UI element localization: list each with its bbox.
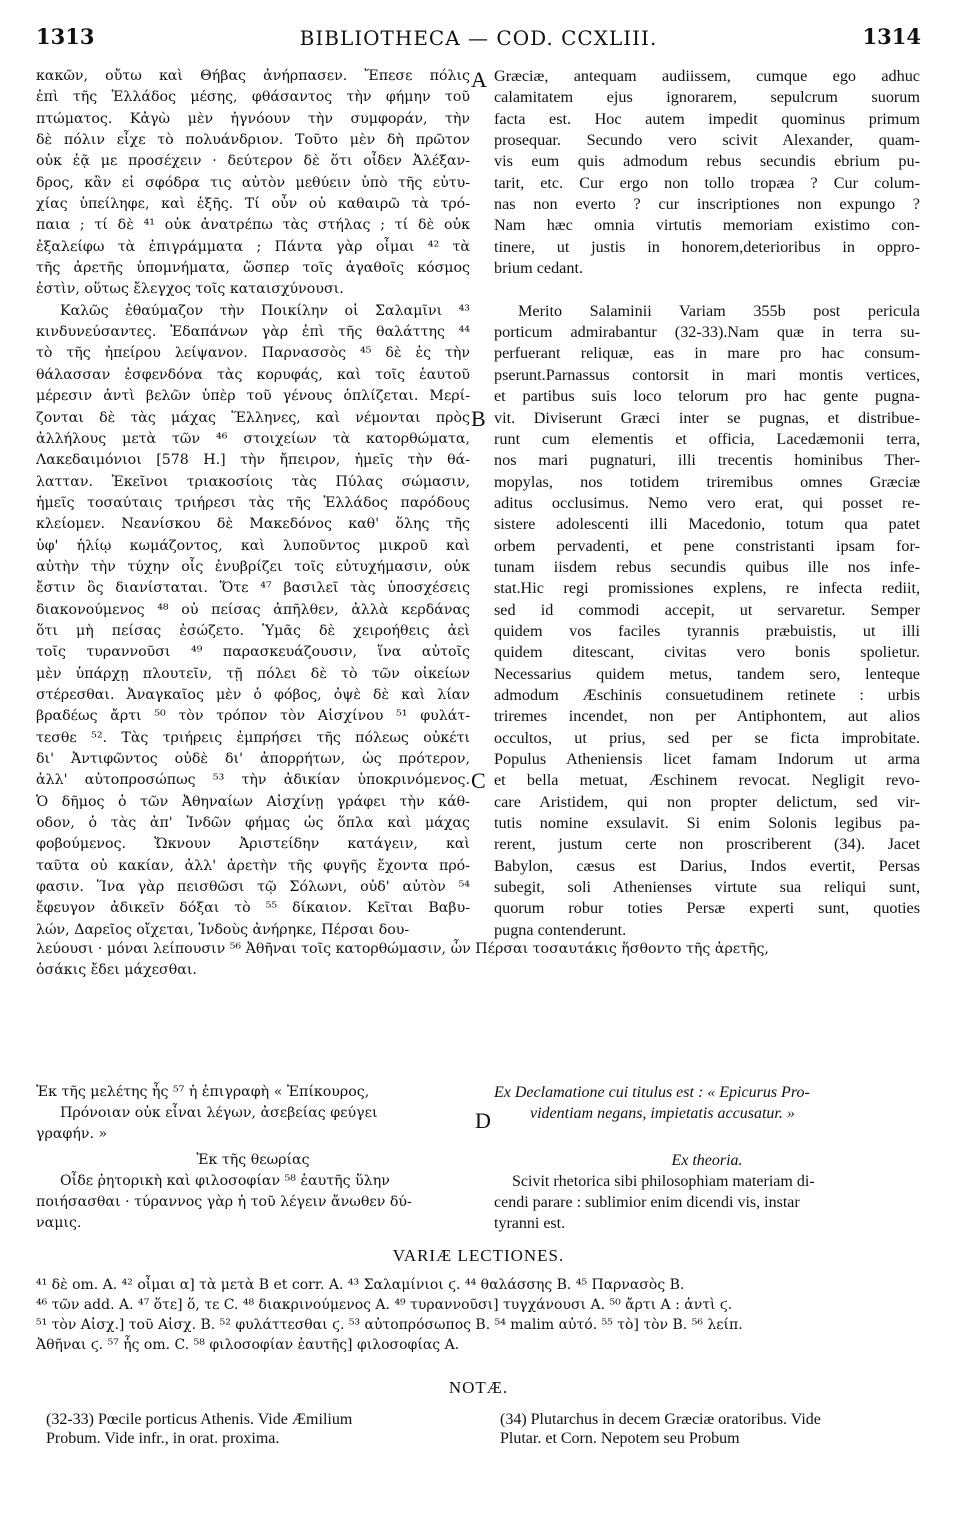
text-line: θάλασσαν ἐσφενδόνα τὰς κορυφάς, καὶ τοῖς ἑαυτοῦ xyxy=(36,366,470,383)
text-line: quorum robur toties Persæ experti sunt, quoties xyxy=(494,899,920,918)
text-line: ὑφ' ἡλίῳ κωμάζοντος, καὶ λυποῦντος μικροῦ καὶ xyxy=(36,537,470,554)
text-line: οὐκ ἐᾷ με προσέχειν · δεύτερον δὲ ὅτι οἶδεν Ἀλέξαν- xyxy=(36,153,470,170)
extract-line: Πρόνοιαν οὐκ εἶναι λέγων, ἀσεβείας φεύγει xyxy=(60,1105,378,1121)
margin-marker-b: B xyxy=(471,406,486,431)
text-line: tinere, ut justis in honorem,deterioribus in oppro- xyxy=(494,237,920,256)
note-right xyxy=(500,1410,930,1448)
variae-lectiones-title: VARIÆ LECTIONES. xyxy=(392,1246,565,1265)
text-line: rerent, justum certe non proscriberent (34). Jacet xyxy=(494,835,920,854)
extract-line: tyranni est. xyxy=(494,1215,566,1232)
text-line: Græciæ, antequam audiissem, cumque ego adhuc xyxy=(494,67,920,85)
extract-line: Ex Declamatione cui titulus est : « Epicurus Pro- xyxy=(494,1084,810,1101)
text-line: tutis nomine exsulavit. Si enim Solonis legibus pa- xyxy=(494,814,920,833)
text-line: στέρεσθαι. Ἀναγκαῖος μὲν ὁ φόβος, ὀψὲ δὲ καὶ λίαν xyxy=(36,686,470,703)
text-line: facta est. Hoc autem impedit quominus primum xyxy=(494,109,920,128)
text-line: prosequar. Secundo vero scivit Alexander, quam- xyxy=(494,131,920,150)
variant-line: ⁵¹ τὸν Αἰσχ.] τοῦ Αἰσχ. B. ⁵² φυλάττεσθαι ϛ. ⁵³ αὐτοπρόσωπος B. ⁵⁴ malim αὐτό. ⁵⁵ τὸ] τὸν B. ⁵⁶ λείπ. xyxy=(36,1317,743,1333)
extract-line: videntiam negans, impietatis accusatur. » xyxy=(530,1105,795,1122)
text-line: brium cedant. xyxy=(494,259,583,278)
note-line: (34) Plutarchus in decem Græciæ oratoribus. Vide xyxy=(500,1411,821,1428)
text-line: ἐπὶ τῆς Ἑλλάδος μέσης, φθάσαντος τὴν φήμην τοῦ xyxy=(36,89,470,106)
text-line: ἡμεῖς τοσαύταις τριήρεσι τὰς τῆς Ἑλλάδος παρόδους xyxy=(36,494,470,511)
page-number-right: 1314 xyxy=(862,24,921,49)
greek-extract xyxy=(36,1082,470,1234)
text-line: tarit, etc. Cur ergo non tollo tropæa ? Cur colum- xyxy=(494,173,920,192)
text-line: φοβούμενος. Ὤκνουν Ἀριστείδην κατάγειν, καὶ xyxy=(36,836,470,853)
full-width-text xyxy=(36,939,921,981)
running-title: BIBLIOTHECA — COD. CCXLIII. xyxy=(299,26,658,50)
text-line: occultos, ut prius, sed per se ficta improbitate. xyxy=(494,728,920,747)
extract-line: cendi parare : sublimior enim dicendi vis, instar xyxy=(494,1194,800,1211)
page-header xyxy=(36,24,921,54)
text-line xyxy=(494,279,920,300)
text-line: stat.Hic regi promissiones explens, re infecta rediit, xyxy=(494,579,920,598)
text-line: quidem vos faciles tyrannis præbuistis, ut illi xyxy=(494,621,920,640)
text-line: λατταν. Ἐκεῖνοι τριακοσίοις τὰς Πύλας σώμασιν, xyxy=(36,473,470,490)
note-line: (32-33) Pœcile porticus Athenis. Vide Æmilium xyxy=(46,1411,353,1428)
text-line: triremes incendet, non per Antiphontem, aut alios xyxy=(494,707,920,726)
note-line: Probum. Vide infr., in orat. proxima. xyxy=(46,1430,280,1447)
text-line: runt cum elementis et officia, Lacedæmonii terra, xyxy=(494,429,920,448)
text-line: δὲ πόλιν εἶχε τὸ πολυάνδριον. Τοῦτο μὲν δὴ πρῶτον xyxy=(36,132,470,149)
text-line: et bella metuat, Æschinem revocat. Negligit revo- xyxy=(494,771,920,790)
theoria-heading: Ἐκ τῆς θεωρίας xyxy=(196,1152,310,1168)
text-line: admodum Æschinis consuetudinem retinete : urbis xyxy=(494,685,920,704)
text-line: τὸ τῆς ἠπείρου λείψανον. Παρνασσὸς ⁴⁵ δὲ ἐς τὴν xyxy=(36,345,470,362)
text-line: οδον, ὁ τὰς ἀπ' Ἰνδῶν φήμας ὡς ὅπλα καὶ μάχας xyxy=(36,815,470,832)
text-line: Nam hæc omnia virtutis memoriam existimo con- xyxy=(494,216,920,235)
text-line: mopylas, nos totidem triremibus omnes Græciæ xyxy=(494,472,920,491)
text-line: orbem pervadenti, et pene constristanti ipsam for- xyxy=(494,536,920,555)
extract-line: ναμις. xyxy=(36,1215,82,1231)
text-line: τεσθε ⁵². Τὰς τριήρεις ἐμπρήσει τῆς πόλεως οὐκέτι xyxy=(36,729,470,746)
text-line: nos mari pugnaturi, illi trecentis hominibus Ther- xyxy=(494,451,920,470)
text-line: porticum admirabantur (32-33).Nam quæ in terra su- xyxy=(494,323,920,342)
text-line: μὲν ὑπάρχῃ πλουτεῖν, τῇ πόλει δὲ τὸ τῶν οἰκείων xyxy=(36,665,470,682)
variant-line: Ἀθῆναι ϛ. ⁵⁷ ἧς om. C. ⁵⁸ φιλοσοφίαν ἑαυτῆς] φιλοσοφίας A. xyxy=(36,1337,460,1353)
text-line: κακῶν, οὔτω καὶ Θήβας ἀνήρπασεν. Ἔπεσε πόλις xyxy=(36,68,470,84)
margin-marker-c: C xyxy=(471,768,486,793)
text-line: Necessarius quidem metus, tandem sero, lenteque xyxy=(494,664,920,683)
text-line: τοῖς τυραννοῦσι ⁴⁹ παρασκευάζουσιν, ἵνα αὐτοῖς xyxy=(36,644,470,661)
greek-column xyxy=(36,66,470,941)
text-line: δι' Ἀντιφῶντος οὐδὲ δι' ἀπορρήτων, ὡς πρότερον, xyxy=(36,751,470,767)
text-line: διακονούμενος ⁴⁸ οὐ πείσας ἀπῆλθεν, ἀλλὰ κερδάνας xyxy=(36,601,470,618)
notae-title: NOTÆ. xyxy=(448,1378,509,1397)
text-line: ἐξαλείφω τὰ ἐπιγράμματα ; Πάντα γὰρ οἶμαι ⁴² τὰ xyxy=(36,238,470,255)
text-line: et partibus suis loco telorum pro hac gente pugna- xyxy=(494,387,920,406)
variant-line: ⁴¹ δὲ om. A. ⁴² οἶμαι α] τὰ μετὰ B et corr. A. ⁴³ Σαλαμίνιοι ϛ. ⁴⁴ θαλάσσης B. ⁴⁵ Παρνασὸς B. xyxy=(36,1277,685,1293)
text-line: ἀλλήλους μετὰ τῶν ⁴⁶ στοιχείων τὰ κατορθώματα, xyxy=(36,430,470,447)
text-line: πτώματος. Κἀγὼ μὲν ἠγνόουν τὴν συμφοράν, τὴν xyxy=(36,110,470,127)
text-line: βραδέως ἄρτι ⁵⁰ τὸν τρόπον τὸν Αἰσχίνου ⁵¹ φυλάτ- xyxy=(36,708,470,725)
margin-marker-a: A xyxy=(471,67,487,92)
full-line: ὁσάκις ἔδει μάχεσθαι. xyxy=(36,962,197,978)
extract-line: Ἐκ τῆς μελέτης ἧς ⁵⁷ ἡ ἐπιγραφὴ « Ἐπίκουρος, xyxy=(36,1084,370,1100)
latin-extract xyxy=(494,1082,920,1234)
text-line: ταῦτα οὐ κακίαν, ἀλλ' ἀρετὴν τῆς φυγῆς ἔχοντα πρό- xyxy=(36,857,470,874)
text-line: κινδυνεύσαντες. Ἐδαπάνων γὰρ ἐπὶ τῆς θαλάττης ⁴⁴ xyxy=(36,324,470,341)
text-line: λών, Δαρεῖος οἴχεται, Ἰνδοὺς ἀνήρηκε, Πέρσαι δου- xyxy=(36,921,410,938)
text-line: τῆς ἀρετῆς ὑπομνήματα, ὥσπερ τοῖς ἀγαθοῖς κόσμος xyxy=(36,260,470,277)
text-line: care Aristidem, qui non propter delictum, sed vir- xyxy=(494,792,920,811)
latin-column xyxy=(494,66,920,941)
text-line: ἔφευγον ἀδικεῖν δόξαι τὸ ⁵⁵ δίκαιον. Κεῖται Βαβυ- xyxy=(36,900,470,917)
text-line: αὐτὴν τὴν τύχην οἷς ἐνυβρίζει τοῖς εὐτυχήμασιν, οὐκ xyxy=(36,558,470,575)
theoria-heading: Ex theoria. xyxy=(671,1152,743,1169)
text-line: pugna contenderunt. xyxy=(494,920,627,939)
text-line: ἐστὶν, οὕτως ἔλεγχος τοῖς καταισχύνουσι. xyxy=(36,281,344,298)
text-line: φασιν. Ἵνα γὰρ πεισθῶσι τῷ Σόλωνι, οὐδ' αὐτὸν ⁵⁴ xyxy=(36,879,470,896)
extract-line: ποιήσασθαι · τύραννος γὰρ ἡ τοῦ λέγειν ἄνωθεν δύ- xyxy=(36,1194,412,1210)
text-line: δρος, κἂν εἰ σφόδρα τις αὐτὸν μεθύειν ὑπὸ τῆς εὐτυ- xyxy=(36,174,470,191)
text-line: παια ; τί δὲ ⁴¹ οὐκ ἀνατρέπω τὰς στήλας ; τί δὲ οὐκ xyxy=(36,217,470,234)
text-line: ἀλλ' αὐτοπροσώπως ⁵³ τὴν ἀδικίαν ὑποκρινόμενος. xyxy=(36,772,470,789)
text-line: ὅτι μὴ πείσας ἐσώζετο. Ὑμᾶς δὲ χειροήθεις ἀεὶ xyxy=(36,622,470,639)
margin-marker-d: D xyxy=(475,1108,491,1133)
text-line: vis eum quis admodum rebus secundis ebrium pu- xyxy=(494,152,920,171)
extract-line: Scivit rhetorica sibi philosophiam materiam di- xyxy=(512,1173,815,1190)
text-line: Babylon, cæsus est Darius, Indos evertit, Persas xyxy=(494,856,920,875)
note-line: Plutar. et Corn. Nepotem seu Probum xyxy=(500,1430,740,1447)
text-line: tunam iisdem rebus secundis quibus ille nos infe- xyxy=(494,557,920,576)
text-line: subegit, soli Athenienses virtute sua reliqui sunt, xyxy=(494,878,920,897)
text-line: Καλῶς ἐθαύμαζον τὴν Ποικίλην οἱ Σαλαμῖνι ⁴³ xyxy=(60,302,470,319)
full-line: λεύουσι · μόναι λείπουσιν ⁵⁶ Ἀθῆναι τοῖς κατορθώμασιν, ὧν Πέρσαι τοσαυτάκις ἥσθοντο τῆς ἀρετῆς, xyxy=(36,941,769,957)
text-line: aditus occlusimus. Nemo vero erat, qui posset re- xyxy=(494,493,920,512)
text-line: ζονται δὲ τὰς μάχας Ἕλληνες, καὶ νέμονται πρὸς xyxy=(36,409,470,426)
note-left xyxy=(46,1410,476,1448)
extract-line: Οἶδε ῥητορικὴ καὶ φιλοσοφίαν ⁵⁸ ἑαυτῆς ὕλην xyxy=(60,1173,390,1189)
text-line: pserunt.Parnassus contorsit in mari montis vertices, xyxy=(494,365,920,384)
text-line: perfuerant reliquæ, eas in mare pro hac consum- xyxy=(494,344,920,363)
text-line: μέρεσιν ἀντὶ βελῶν ὑπὲρ τοῦ γένους ὁπλίζεται. Μερί- xyxy=(36,388,470,405)
variant-line: ⁴⁶ τῶν add. A. ⁴⁷ ὅτε] ὅ, τε C. ⁴⁸ διακρινούμενος A. ⁴⁹ τυραννοῦσι] τυγχάνουσι A. ⁵⁰ ἄρτι A : ἀντὶ ϛ. xyxy=(36,1297,733,1313)
text-line: nas non everto ? cur inscriptiones non expungo ? xyxy=(494,195,920,214)
text-line: χίας ὑπείληφε, καὶ ἑξῆς. Τί οὖν οὐ καθαιρῶ τὰ τρό- xyxy=(36,196,470,213)
text-line: calamitatem ejus ignorarem, sepulcrum suorum xyxy=(494,88,920,107)
text-line: quidem ditescant, civitas vero bonis spolietur. xyxy=(494,643,920,662)
text-line: Populus Atheniensis licet famam Indorum ut arma xyxy=(494,750,920,768)
text-line: κλείομεν. Νεανίσκου δὲ Μακεδόνος καθ' ὅλης τῆς xyxy=(36,516,470,533)
extract-line: γραφήν. » xyxy=(36,1126,108,1142)
text-line: Merito Salaminii Variam 355b post pericula xyxy=(518,301,920,320)
page-number-left: 1313 xyxy=(36,24,95,49)
text-line: Λακεδαιμόνιοι [578 H.] τὴν ἤπειρον, ἡμεῖς τὴν θά- xyxy=(36,452,470,469)
text-line: ἔστιν ὃς διανίσταται. Ὅτε ⁴⁷ βασιλεῖ τὰς ὑποσχέσεις xyxy=(36,580,470,597)
text-line: sed id commodi accepit, ut servaretur. Semper xyxy=(494,600,920,619)
text-line: sistere adolescenti illi Macedonio, totum qua patet xyxy=(494,515,920,534)
text-line: Ὁ δῆμος ὁ τῶν Ἀθηναίων Αἰσχίνῃ γράφει τὴν κάθ- xyxy=(36,793,470,810)
text-line: vit. Diviserunt Græci inter se pugnas, et distribue- xyxy=(494,408,920,427)
